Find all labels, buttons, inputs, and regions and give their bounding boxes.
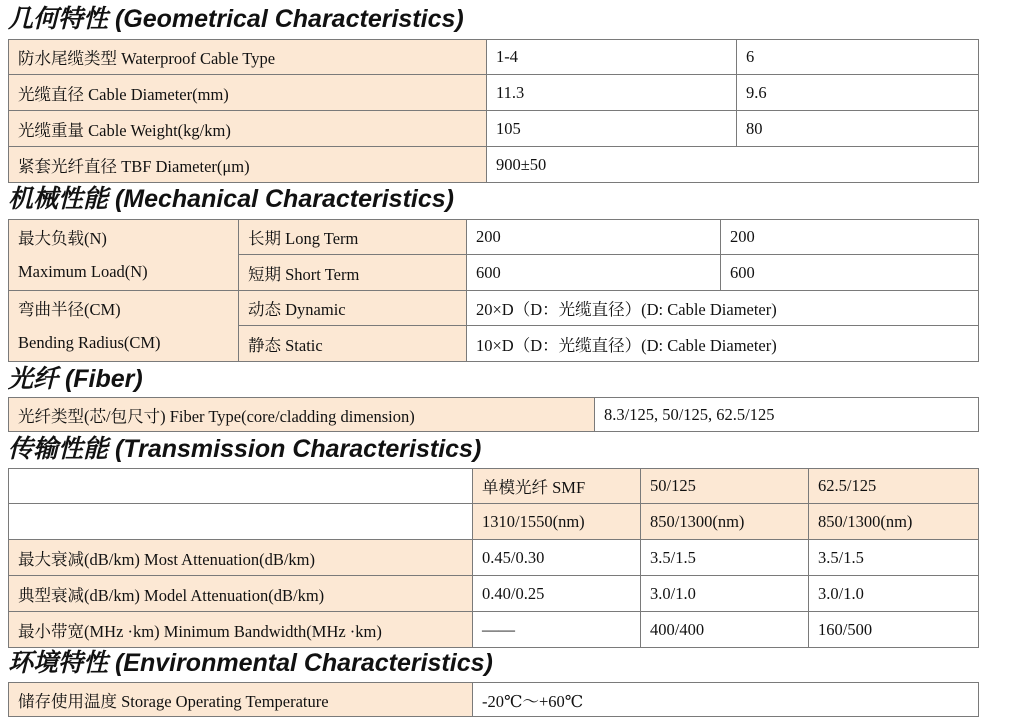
smf-wavelength: 1310/1550(nm) — [473, 504, 641, 540]
dynamic-value: 20×D（D：光缆直径）(D: Cable Diameter) — [467, 291, 979, 326]
mmf-50-wavelength: 850/1300(nm) — [641, 504, 809, 540]
cable-weight-value-1: 105 — [487, 111, 737, 147]
fiber-heading: 光纤 (Fiber) — [8, 365, 143, 393]
cable-weight-label: 光缆重量 Cable Weight(kg/km) — [9, 111, 487, 147]
cable-diameter-value-2: 9.6 — [737, 75, 979, 111]
smf-header: 单模光纤 SMF — [473, 469, 641, 504]
table-row — [9, 576, 979, 612]
most-attenuation-smf: 0.45/0.30 — [473, 540, 641, 576]
long-term-value-2: 200 — [721, 220, 979, 255]
short-term-value-1: 600 — [467, 255, 721, 291]
table-row — [9, 683, 979, 717]
table-row — [9, 291, 979, 326]
blank-wavelength-cell — [9, 504, 473, 540]
table-row — [9, 469, 979, 504]
short-term-value-2: 600 — [721, 255, 979, 291]
min-bandwidth-label: 最小带宽(MHz ·km) Minimum Bandwidth(MHz ·km) — [9, 612, 473, 648]
fiber-table — [8, 397, 979, 432]
most-attenuation-50: 3.5/1.5 — [641, 540, 809, 576]
mmf-62-wavelength: 850/1300(nm) — [809, 504, 979, 540]
min-bandwidth-50: 400/400 — [641, 612, 809, 648]
fiber-type-label: 光纤类型(芯/包尺寸) Fiber Type(core/cladding dimension) — [9, 398, 595, 432]
mechanical-table — [8, 219, 979, 362]
transmission-table — [8, 468, 979, 648]
model-attenuation-smf: 0.40/0.25 — [473, 576, 641, 612]
table-row — [9, 75, 979, 111]
most-attenuation-62: 3.5/1.5 — [809, 540, 979, 576]
bending-radius-label-en: Bending Radius(CM) — [9, 326, 239, 362]
mmf-50-header: 50/125 — [641, 469, 809, 504]
min-bandwidth-smf: —— — [473, 612, 641, 648]
tbf-diameter-value: 900±50 — [487, 147, 979, 183]
environmental-table — [8, 682, 979, 717]
table-row — [9, 220, 979, 255]
table-row — [9, 398, 979, 432]
geometrical-table — [8, 39, 979, 183]
model-attenuation-62: 3.0/1.0 — [809, 576, 979, 612]
table-row — [9, 540, 979, 576]
long-term-value-1: 200 — [467, 220, 721, 255]
table-row — [9, 326, 979, 362]
mechanical-heading: 机械性能 (Mechanical Characteristics) — [8, 185, 454, 213]
cable-type-label: 防水尾缆类型 Waterproof Cable Type — [9, 40, 487, 75]
min-bandwidth-62: 160/500 — [809, 612, 979, 648]
max-load-label-en: Maximum Load(N) — [9, 255, 239, 291]
most-attenuation-label: 最大衰减(dB/km) Most Attenuation(dB/km) — [9, 540, 473, 576]
tbf-diameter-label: 紧套光纤直径 TBF Diameter(μm) — [9, 147, 487, 183]
mmf-62-header: 62.5/125 — [809, 469, 979, 504]
static-label: 静态 Static — [239, 326, 467, 362]
dynamic-label: 动态 Dynamic — [239, 291, 467, 326]
max-load-label-cn: 最大负载(N) — [9, 220, 239, 255]
storage-temp-label: 储存使用温度 Storage Operating Temperature — [9, 683, 473, 717]
blank-header-cell — [9, 469, 473, 504]
cable-type-value-1: 1-4 — [487, 40, 737, 75]
short-term-label: 短期 Short Term — [239, 255, 467, 291]
storage-temp-value: -20℃～+60℃ — [473, 683, 979, 717]
table-row — [9, 40, 979, 75]
geometrical-heading: 几何特性 (Geometrical Characteristics) — [8, 5, 464, 33]
bending-radius-label-cn: 弯曲半径(CM) — [9, 291, 239, 326]
table-row — [9, 504, 979, 540]
table-row — [9, 255, 979, 291]
cable-diameter-value-1: 11.3 — [487, 75, 737, 111]
cable-type-value-2: 6 — [737, 40, 979, 75]
cable-diameter-label: 光缆直径 Cable Diameter(mm) — [9, 75, 487, 111]
cable-weight-value-2: 80 — [737, 111, 979, 147]
transmission-heading: 传输性能 (Transmission Characteristics) — [8, 435, 482, 463]
table-row — [9, 612, 979, 648]
static-value: 10×D（D：光缆直径）(D: Cable Diameter) — [467, 326, 979, 362]
environmental-heading: 环境特性 (Environmental Characteristics) — [8, 649, 493, 677]
table-row — [9, 111, 979, 147]
model-attenuation-label: 典型衰减(dB/km) Model Attenuation(dB/km) — [9, 576, 473, 612]
model-attenuation-50: 3.0/1.0 — [641, 576, 809, 612]
long-term-label: 长期 Long Term — [239, 220, 467, 255]
fiber-type-value: 8.3/125, 50/125, 62.5/125 — [595, 398, 979, 432]
table-row — [9, 147, 979, 183]
